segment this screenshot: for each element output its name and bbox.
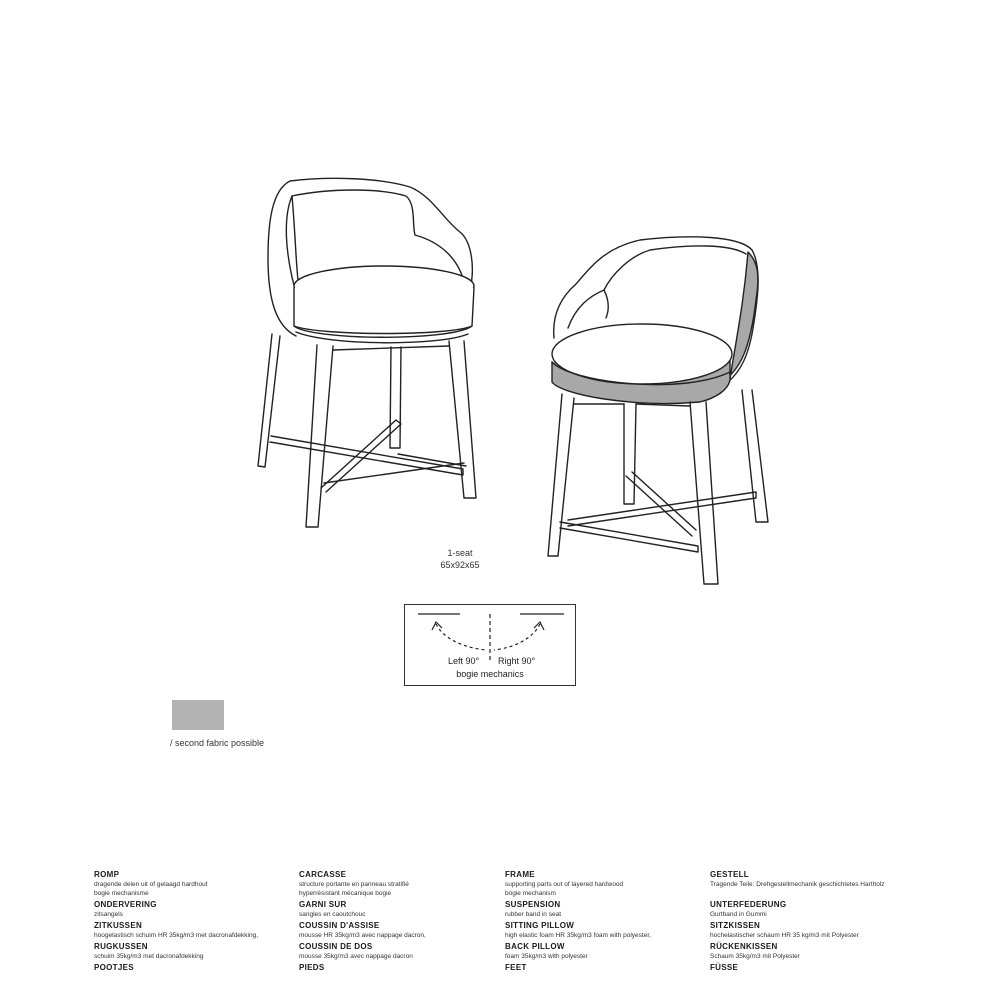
spec-text: zitsangels bbox=[94, 911, 123, 918]
right-rotation-label: Right 90° bbox=[498, 656, 536, 666]
spec-text: Tragende Teile: Drehgestellmechanik geschichtetes Hartholz bbox=[710, 881, 885, 888]
mechanics-name: bogie mechanics bbox=[456, 669, 524, 679]
spec-heading: PIEDS bbox=[299, 963, 325, 972]
spec-column-de bbox=[710, 868, 910, 973]
spec-heading: FÜSSE bbox=[710, 963, 739, 972]
spec-heading: ZITKUSSEN bbox=[94, 921, 143, 930]
spec-column-fr bbox=[299, 868, 499, 973]
spec-heading: COUSSIN D'ASSISE bbox=[299, 921, 380, 930]
spec-heading: RÜCKENKISSEN bbox=[710, 942, 778, 951]
spec-column-nl bbox=[94, 868, 294, 973]
spec-heading: UNTERFEDERUNG bbox=[710, 900, 787, 909]
seat-label: 1-seat bbox=[447, 548, 473, 558]
seat-dimensions: 65x92x65 bbox=[440, 560, 480, 570]
spec-text-spacer bbox=[710, 889, 910, 898]
spec-heading: GESTELL bbox=[710, 870, 749, 879]
spec-text: bogie mechanism bbox=[505, 890, 556, 897]
chair-angled-view bbox=[548, 237, 768, 584]
spec-column-en bbox=[505, 868, 705, 973]
spec-text: sangles en caoutchouc bbox=[299, 911, 366, 918]
spec-heading: ONDERVERING bbox=[94, 900, 157, 909]
spec-text: hoogelastisch schuim HR 35kg/m3 met dacronafdekking, bbox=[94, 932, 259, 939]
spec-text: mousse HR 35kg/m3 avec nappage dacron, bbox=[299, 932, 426, 939]
left-rotation-label: Left 90° bbox=[448, 656, 480, 666]
spec-heading: SITTING PILLOW bbox=[505, 921, 575, 930]
spec-text: structure portante en panneau stratifié bbox=[299, 881, 409, 888]
spec-heading: POOTJES bbox=[94, 963, 134, 972]
spec-text: schuim 35kg/m3 met dacronafdekking bbox=[94, 953, 204, 960]
spec-text: dragende delen uit of gelaagd hardhout bbox=[94, 881, 208, 888]
spec-heading: ROMP bbox=[94, 870, 120, 879]
seat-caption bbox=[430, 547, 490, 571]
mechanics-box bbox=[404, 604, 576, 686]
spec-heading: SUSPENSION bbox=[505, 900, 561, 909]
spec-heading: BACK PILLOW bbox=[505, 942, 565, 951]
spec-text: bogie mechanisme bbox=[94, 890, 149, 897]
spec-heading: RUGKUSSEN bbox=[94, 942, 148, 951]
spec-text: supporting parts out of layered hardwood bbox=[505, 881, 624, 888]
spec-text: Schaum 35kg/m3 mit Polyester bbox=[710, 953, 800, 960]
spec-heading: FEET bbox=[505, 963, 527, 972]
chair-front-view bbox=[258, 178, 476, 527]
spec-heading: GARNI SUR bbox=[299, 900, 347, 909]
spec-text: mousse 35kg/m3 avec nappage dacron bbox=[299, 953, 413, 960]
spec-text: rubber band in seat bbox=[505, 911, 562, 918]
spec-text: foam 35kg/m3 with polyester bbox=[505, 953, 588, 960]
fabric-note: / second fabric possible bbox=[170, 738, 265, 748]
spec-text: hyperrésistant mécanique bogie bbox=[299, 890, 392, 897]
spec-heading: COUSSIN DE DOS bbox=[299, 942, 373, 951]
spec-text: hochelastischer schaum HR 35 kg/m3 mit Polyester bbox=[710, 932, 859, 939]
spec-heading: CARCASSE bbox=[299, 870, 347, 879]
spec-text: Gurtband in Gummi bbox=[710, 911, 767, 918]
spec-text: high elastic foam HR 35kg/m3 foam with polyester, bbox=[505, 932, 651, 939]
spec-heading: FRAME bbox=[505, 870, 535, 879]
spec-heading: SITZKISSEN bbox=[710, 921, 761, 930]
fabric-swatch bbox=[172, 700, 224, 730]
